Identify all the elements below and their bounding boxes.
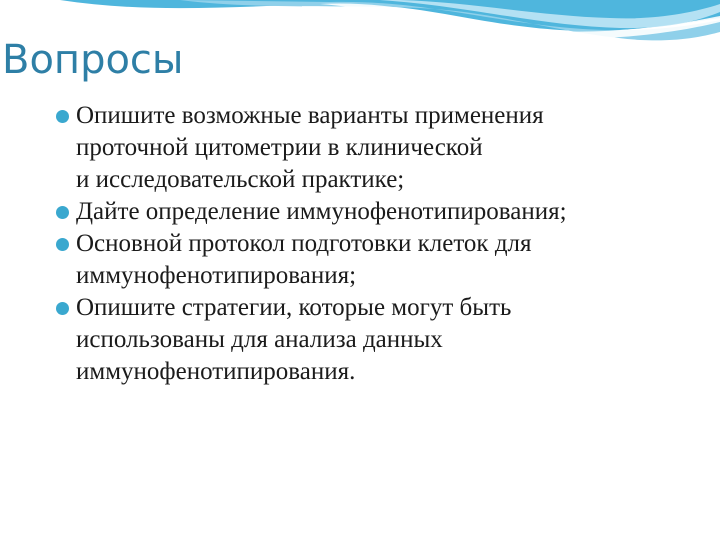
question-line: Дайте определение иммунофенотипирования; [76, 198, 567, 225]
question-line: использованы для анализа данных [76, 326, 443, 353]
question-list [56, 100, 696, 388]
bullet-dot-icon [56, 238, 69, 251]
question-line: иммунофенотипирования. [76, 358, 356, 385]
question-line: проточной цитометрии в клинической [76, 134, 483, 161]
question-item [56, 100, 696, 196]
bullet-dot-icon [56, 110, 69, 123]
question-line: Основной протокол подготовки клеток для [76, 230, 532, 257]
question-line: и исследовательской практике; [76, 166, 405, 193]
question-item [56, 228, 696, 292]
bullet-dot-icon [56, 302, 69, 315]
question-line: иммунофенотипирования; [76, 262, 357, 289]
question-item [56, 292, 696, 388]
question-line: Опишите возможные варианты применения [76, 102, 544, 129]
question-item [56, 196, 696, 228]
question-line: Опишите стратегии, которые могут быть [76, 294, 512, 321]
bullet-dot-icon [56, 206, 69, 219]
slide-title: Вопросы [2, 37, 184, 83]
